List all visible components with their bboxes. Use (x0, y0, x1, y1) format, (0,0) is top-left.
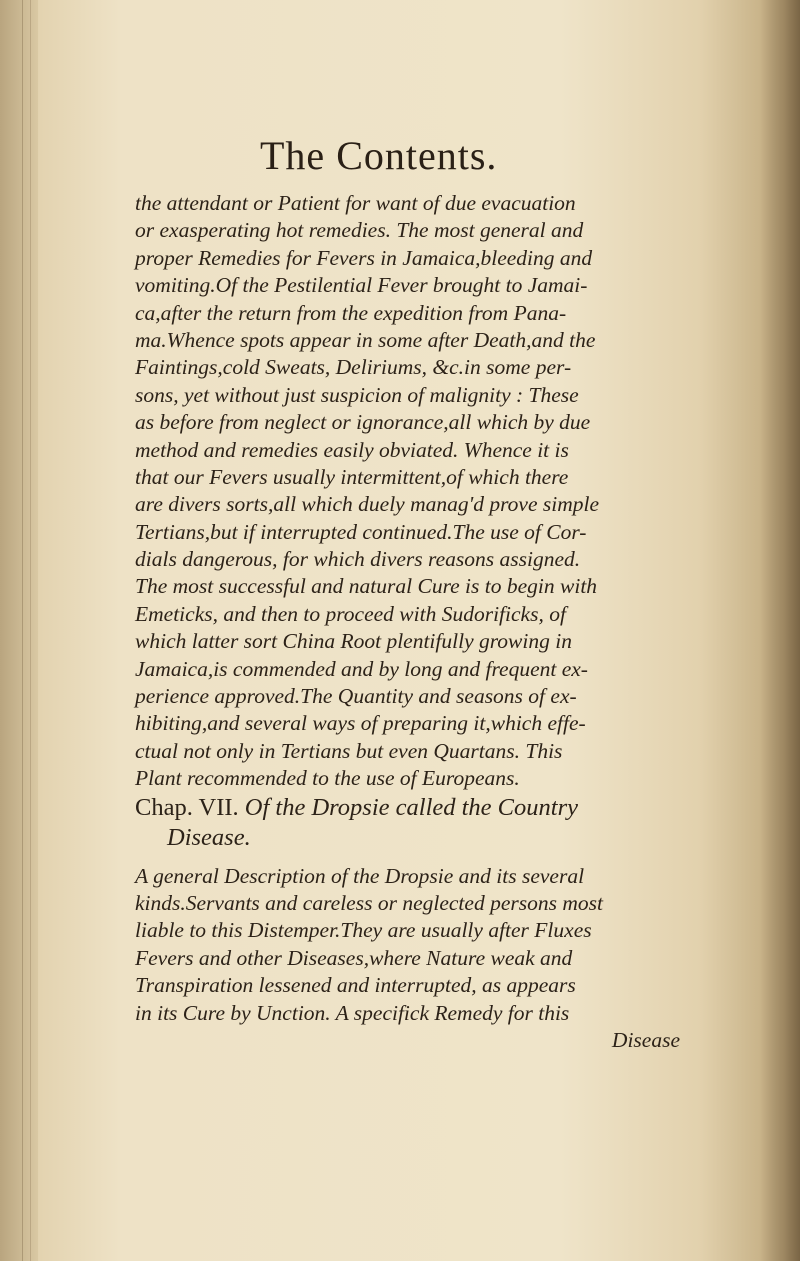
page-gutter (0, 0, 38, 1261)
chapter-label: Chap. VII. (135, 793, 239, 821)
text-line: kinds.Servants and careless or neglected persons most (135, 890, 603, 915)
chapter-title: Of the Dropsie called the Country (244, 793, 578, 821)
text-line: Fevers and other Diseases,where Nature weak and (135, 945, 573, 970)
chapter-heading-cont (135, 823, 715, 853)
text-line: sons, yet without just suspicion of malignity : These (135, 382, 579, 407)
text-line: dials dangerous, for which divers reasons assigned. (135, 547, 581, 572)
text-line: Tertians,but if interrupted continued.The use of Cor- (135, 519, 587, 544)
text-line: liable to this Distemper.They are usually after Fluxes (135, 918, 592, 943)
text-line: hibiting,and several ways of preparing it,which effe- (135, 711, 586, 736)
text-line: that our Fevers usually intermittent,of which there (135, 464, 569, 489)
text-line: which latter sort China Root plentifully growing in (135, 629, 572, 654)
gutter-line (22, 0, 23, 1261)
text-line: Transpiration lessened and interrupted, as appears (135, 973, 576, 998)
text-line: perience approved.The Quantity and seasons of ex- (135, 684, 577, 709)
text-line: or exasperating hot remedies. The most general and (135, 218, 584, 243)
page-header: The Contents. (260, 133, 498, 178)
text-line: method and remedies easily obviated. Whence it is (135, 437, 569, 462)
text-line: ca,after the return from the expedition from Pana- (135, 300, 567, 325)
text-line: proper Remedies for Fevers in Jamaica,bleeding and (135, 245, 593, 270)
text-line: are divers sorts,all which duely manag'd prove simple (135, 492, 600, 517)
page-edge-shadow (760, 0, 800, 1261)
text-line: vomiting.Of the Pestilential Fever brought to Jamai- (135, 273, 588, 298)
text-line: ma.Whence spots appear in some after Death,and the (135, 327, 596, 352)
text-line: ctual not only in Tertians but even Quartans. This (135, 738, 563, 763)
text-line: as before from neglect or ignorance,all which by due (135, 410, 591, 435)
text-line: A general Description of the Dropsie and its several (135, 863, 585, 888)
catchword: Disease (611, 1027, 680, 1052)
text-line: Emeticks, and then to proceed with Sudorificks, of (135, 601, 566, 626)
text-line: Jamaica,is commended and by long and frequent ex- (135, 656, 588, 681)
chapter-heading (135, 793, 715, 823)
text-line: The most successful and natural Cure is to begin with (135, 574, 598, 599)
text-line: in its Cure by Unction. A specifick Remedy for this (135, 1000, 570, 1025)
text-line: Plant recommended to the use of Europeans. (135, 766, 520, 791)
text-line: Faintings,cold Sweats, Deliriums, &c.in some per- (135, 355, 572, 380)
gutter-line (30, 0, 31, 1261)
chapter-title-cont: Disease. (167, 823, 251, 851)
contents-text (135, 190, 715, 1054)
text-line: the attendant or Patient for want of due evacuation (135, 191, 576, 215)
